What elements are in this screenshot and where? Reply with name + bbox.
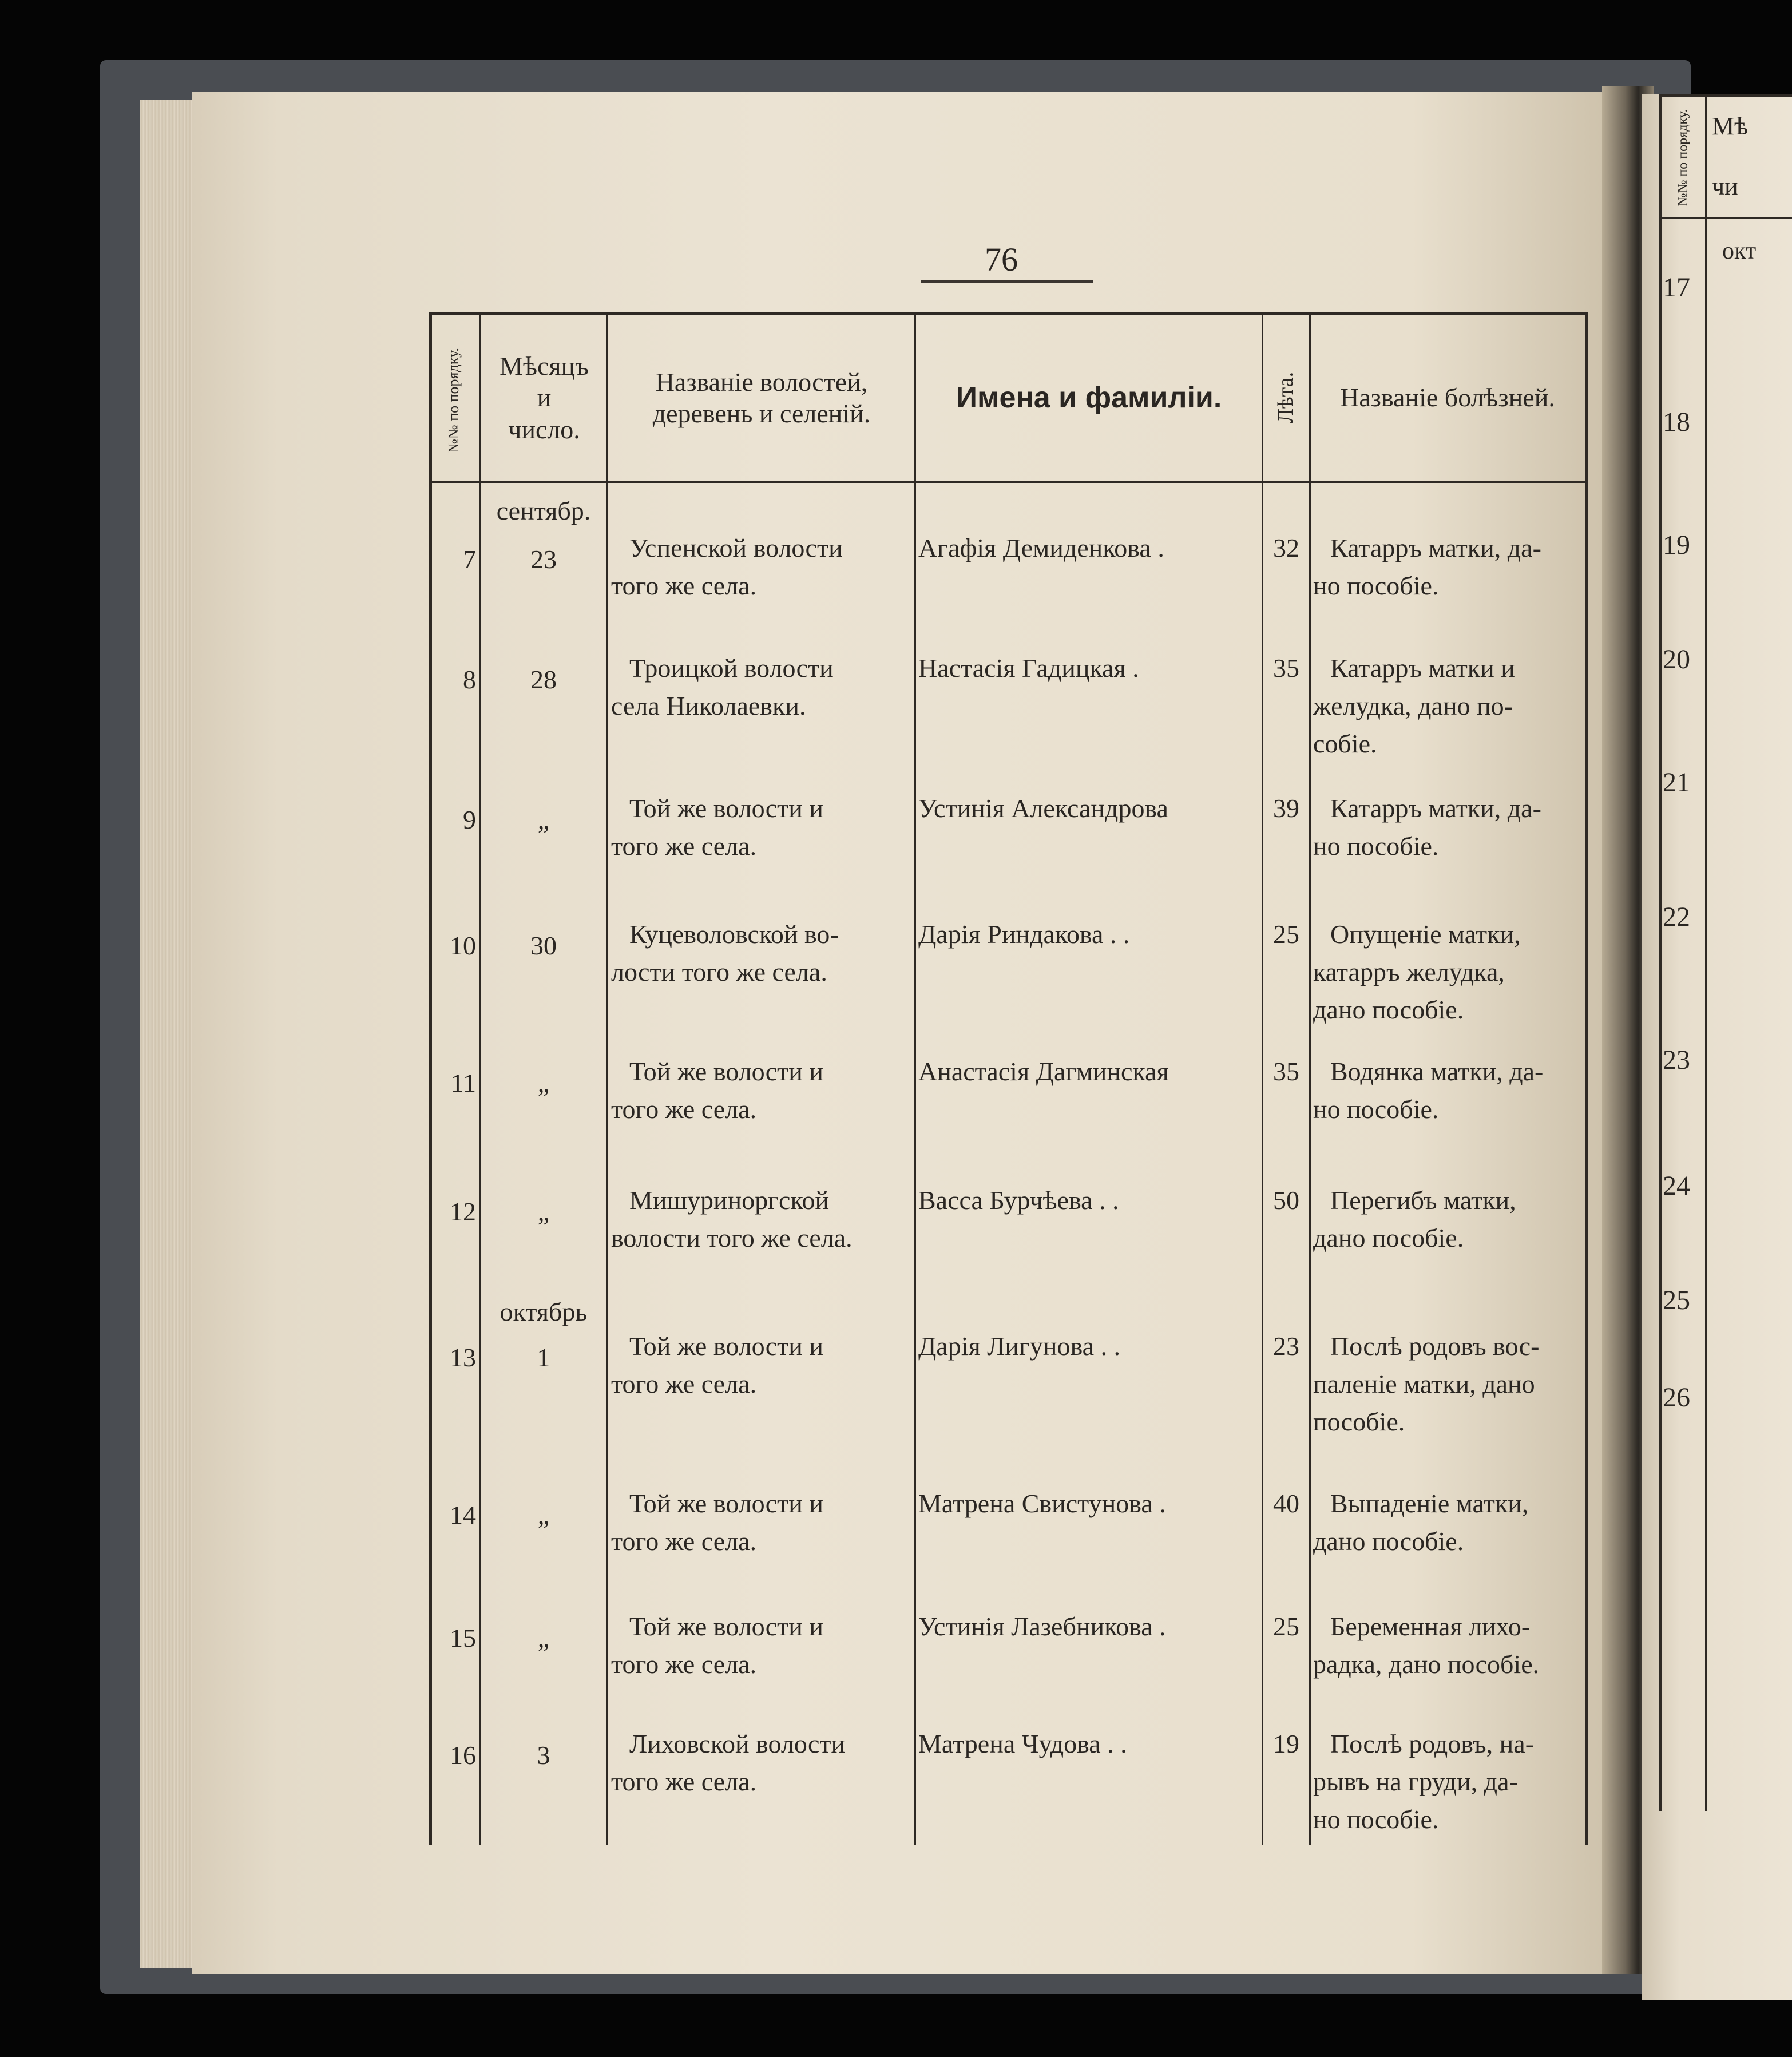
row-place-line-2: того же села. (611, 1650, 757, 1679)
month-october: октябрь (499, 1297, 588, 1326)
row-disease-line-3: собіе. (1313, 729, 1377, 758)
row-name: Устинія Александрова (918, 794, 1168, 823)
row-disease-line-2: но пособіе. (1313, 571, 1439, 600)
row-disease-line-2: но пособіе. (1313, 1095, 1439, 1124)
row-age: 32 (1273, 533, 1299, 562)
row-place-line-1: Куцеволовской во- (629, 919, 839, 949)
row-name: Анастасія Дагминская (918, 1057, 1169, 1086)
row-date: 1 (537, 1343, 550, 1372)
row-disease-line-2: радка, дано пособіе. (1313, 1650, 1540, 1679)
row-name: Агафія Демиденкова . (918, 533, 1164, 562)
right-row-number: 24 (1663, 1171, 1690, 1201)
row-disease-line-2: желудка, дано по- (1313, 691, 1513, 720)
row-place-line-1: Той же волости и (629, 794, 824, 823)
right-row-number: 25 (1663, 1285, 1690, 1315)
col-divider-1 (479, 312, 481, 1845)
row-number: 13 (450, 1343, 476, 1372)
row-place-line-1: Той же волости и (629, 1612, 824, 1641)
row-age: 25 (1273, 919, 1299, 949)
row-date: 30 (530, 931, 557, 960)
row-name: Настасія Гадицкая . (918, 653, 1139, 683)
row-age: 39 (1273, 794, 1299, 823)
row-disease-line-3: но пособіе. (1313, 1805, 1439, 1834)
row-number: 8 (463, 665, 476, 694)
row-age: 40 (1273, 1489, 1299, 1518)
row-place-line-2: того же села. (611, 571, 757, 600)
row-disease-line-2: дано пособіе. (1313, 1527, 1464, 1556)
row-place-line-2: того же села. (611, 1767, 757, 1796)
row-place-line-2: села Николаевки. (611, 691, 806, 720)
right-header-month-1: Мѣ (1712, 112, 1749, 140)
row-date: 3 (537, 1741, 550, 1770)
right-header-number: №№ по порядку. (1675, 109, 1691, 206)
row-disease-line-1: Водянка матки, да- (1330, 1057, 1544, 1086)
row-name: Матрена Свистунова . (918, 1489, 1166, 1518)
right-row-number: 17 (1663, 272, 1690, 303)
row-age: 19 (1273, 1729, 1299, 1758)
right-row-number: 22 (1663, 902, 1690, 932)
row-date: „ (537, 1197, 550, 1226)
header-place: Названіе волостей, деревень и селеній. (652, 367, 871, 428)
row-date: „ (537, 1068, 550, 1097)
row-date: 23 (530, 545, 557, 574)
row-number: 16 (450, 1741, 476, 1770)
row-disease-line-1: Беременная лихо- (1330, 1612, 1531, 1641)
row-disease-line-3: дано пособіе. (1313, 995, 1464, 1024)
row-place-line-1: Лиховской волости (629, 1729, 846, 1758)
row-disease-line-1: Послѣ родовъ вос- (1330, 1331, 1540, 1361)
row-number: 10 (450, 931, 476, 960)
row-disease-line-2: катарръ желудка, (1313, 957, 1505, 986)
row-place-line-1: Мишуриноргской (629, 1186, 830, 1215)
row-place-line-2: того же села. (611, 1095, 757, 1124)
month-september: сентябр. (496, 496, 591, 525)
row-name: Дарія Риндакова . . (918, 919, 1130, 949)
row-place-line-1: Той же волости и (629, 1489, 824, 1518)
records-table (429, 312, 1588, 1845)
page-number-rule (921, 280, 1093, 283)
row-name: Устинія Лазебникова . (918, 1612, 1166, 1641)
row-place-line-1: Троицкой волости (629, 653, 834, 683)
header-month: Мѣсяцъ и число. (499, 351, 589, 444)
row-place-line-2: лости того же села. (611, 957, 827, 986)
row-age: 35 (1273, 653, 1299, 683)
right-row-number: 19 (1663, 530, 1690, 560)
right-col-divider (1705, 94, 1707, 1811)
row-age: 35 (1273, 1057, 1299, 1086)
row-date: „ (537, 1500, 550, 1529)
row-disease-line-1: Катарръ матки, да- (1330, 794, 1541, 823)
row-age: 50 (1273, 1186, 1299, 1215)
row-date: 28 (530, 665, 557, 694)
header-rule (429, 481, 1588, 483)
right-page (1642, 94, 1792, 2000)
right-row-number: 21 (1663, 767, 1690, 798)
right-row-number: 18 (1663, 407, 1690, 437)
header-names: Имена и фамиліи. (956, 381, 1222, 414)
row-disease-line-2: паленіе матки, дано (1313, 1369, 1535, 1398)
right-header-month-3: чи (1712, 172, 1738, 200)
right-row-number: 20 (1663, 644, 1690, 675)
row-disease-line-1: Катарръ матки, да- (1330, 533, 1541, 562)
right-row-number: 26 (1663, 1382, 1690, 1413)
header-disease: Названіе болѣзней. (1340, 383, 1555, 413)
header-number: №№ по порядку. (445, 348, 462, 453)
table-left-rule (429, 312, 432, 1845)
row-number: 14 (450, 1500, 476, 1529)
row-number: 15 (450, 1623, 476, 1652)
row-age: 23 (1273, 1331, 1299, 1361)
row-disease-line-2: дано пособіе. (1313, 1223, 1464, 1253)
row-place-line-1: Той же волости и (629, 1057, 824, 1086)
row-number: 12 (450, 1197, 476, 1226)
row-number: 7 (463, 545, 476, 574)
right-table-left-rule (1659, 94, 1662, 1811)
row-place-line-2: того же села. (611, 831, 757, 861)
row-place-line-1: Успенской волости (629, 533, 843, 562)
row-place-line-2: того же села. (611, 1369, 757, 1398)
row-name: Васса Бурчѣева . . (918, 1186, 1119, 1215)
row-disease-line-3: пособіе. (1313, 1407, 1405, 1436)
right-month-label: окт (1722, 238, 1757, 264)
row-date: „ (537, 1623, 550, 1652)
row-age: 25 (1273, 1612, 1299, 1641)
page-number: 76 (985, 241, 1018, 278)
header-age: Лѣта. (1274, 372, 1298, 423)
row-disease-line-1: Послѣ родовъ, на- (1330, 1729, 1535, 1758)
table-top-rule (429, 312, 1588, 315)
row-place-line-1: Той же волости и (629, 1331, 824, 1361)
row-number: 11 (450, 1068, 476, 1097)
row-name: Дарія Лигунова . . (918, 1331, 1121, 1361)
row-disease-line-1: Перегибъ матки, (1330, 1186, 1516, 1215)
row-number: 9 (463, 805, 476, 834)
row-disease-line-1: Катарръ матки и (1330, 653, 1515, 683)
col-divider-5 (1309, 312, 1311, 1845)
row-name: Матрена Чудова . . (918, 1729, 1127, 1758)
right-row-number: 23 (1663, 1045, 1690, 1075)
col-divider-2 (606, 312, 608, 1845)
row-place-line-2: волости того же села. (611, 1223, 853, 1253)
row-place-line-2: того же села. (611, 1527, 757, 1556)
row-disease-line-1: Опущеніе матки, (1330, 919, 1521, 949)
right-header-rule (1659, 217, 1792, 219)
row-date: „ (537, 805, 550, 834)
row-disease-line-1: Выпаденіе матки, (1330, 1489, 1529, 1518)
row-disease-line-2: но пособіе. (1313, 831, 1439, 861)
col-divider-3 (914, 312, 916, 1845)
right-table-top-rule (1659, 94, 1792, 97)
table-right-rule (1585, 312, 1588, 1845)
row-disease-line-2: рывъ на груди, да- (1313, 1767, 1518, 1796)
